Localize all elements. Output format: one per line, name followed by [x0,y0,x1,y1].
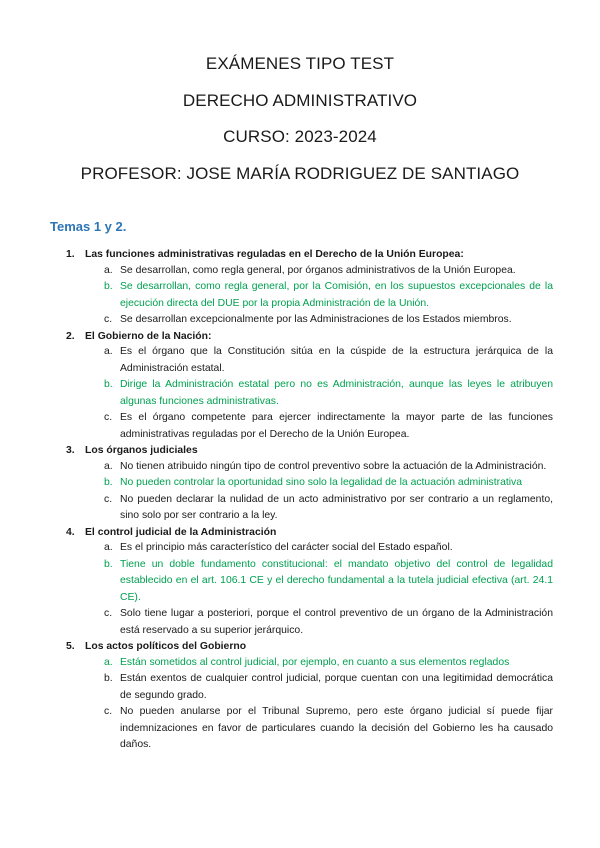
option-text: Están sometidos al control judicial, por ejemplo, en cuanto a sus elementos reglados [120,656,510,668]
question-number: 4. [66,526,75,538]
option-text: Solo tiene lugar a posteriori, porque el control preventivo de un órgano de la Administración está reservado a su superior jerárquico. [120,608,553,636]
question-3 [0,443,600,525]
question-number: 3. [66,445,75,456]
answer-option-correct [0,557,600,607]
option-text: Es el órgano que la Constitución sitúa en la cúspide de la estructura jerárquica de la Administración estatal. [120,346,553,374]
option-letter: a. [104,460,113,472]
option-text: No tienen atribuido ningún tipo de control preventivo sobre la actuación de la Administración. [120,460,547,472]
question-stem: Los órganos judiciales [85,445,198,456]
answer-option [0,671,600,704]
document-header [0,46,600,192]
option-letter: b. [104,281,113,292]
question-stem: Los actos políticos del Gobierno [85,641,247,652]
option-letter: a. [104,542,113,553]
answer-option [0,704,600,754]
option-text: Se desarrollan excepcionalmente por las Administraciones de los Estados miembros. [120,314,512,325]
question-stem: El control judicial de la Administración [85,526,277,538]
question-4 [0,525,600,640]
answer-option-correct [0,279,600,312]
option-text: No pueden declarar la nulidad de un acto administrativo por ser contrario a un reglamento, sino solo por ser contrario a la ley. [120,493,553,521]
question-stem: El Gobierno de la Nación: [85,330,212,342]
question-5 [0,639,600,754]
answer-option [0,459,600,476]
question-text [0,247,600,263]
professor-name: PROFESOR: JOSE MARÍA RODRIGUEZ DE SANTIAGO [80,163,520,183]
answer-option-correct [0,475,600,492]
option-letter: b. [104,379,113,390]
option-letter: a. [104,264,113,276]
answer-option [0,410,600,443]
option-letter: c. [104,412,113,423]
answer-option [0,312,600,329]
option-text: Se desarrollan, como regla general, por órganos administrativos de la Unión Europea. [120,264,516,276]
option-letter: c. [104,608,113,619]
question-1 [0,247,600,329]
question-number: 5. [66,641,75,652]
question-text [0,525,600,541]
question-number: 1. [66,249,75,260]
question-text [0,329,600,345]
exam-type-title: EXÁMENES TIPO TEST [205,54,395,73]
answer-option-correct [0,377,600,410]
option-letter: b. [104,673,113,684]
question-stem: Las funciones administrativas reguladas en el Derecho de la Unión Europea: [85,249,464,260]
subject-title: DERECHO ADMINISTRATIVO [182,90,418,110]
answer-option [0,606,600,639]
option-letter: c. [104,706,113,717]
option-text: No pueden anularse por el Tribunal Supremo, pero este órgano judicial sí puede fijar indemnizaciones en favor de particulares cuando la decisión del Gobierno les ha causado daños. [120,706,553,750]
answer-option [0,263,600,280]
option-letter: a. [104,656,113,668]
option-letter: a. [104,346,113,357]
option-text: Dirige la Administración estatal pero no es Administración, aunque las leyes le atribuyen algunas funciones administrativas. [120,379,553,407]
answer-option-correct [0,655,600,672]
question-2 [0,329,600,444]
answer-option [0,540,600,557]
option-text: Es el órgano competente para ejercer indirectamente la mayor parte de las funciones administrativas reguladas por el Derecho de la Unión Europea. [120,412,553,440]
section-title: Temas 1 y 2. [50,219,127,234]
question-text [0,443,600,459]
option-letter: c. [104,314,113,325]
option-text: Se desarrollan, como regla general, por la Comisión, en los supuestos excepcionales de la ejecución directa del DUE por la propia Administración de la Unión. [120,281,553,309]
option-letter: c. [104,493,113,505]
question-list [0,247,600,754]
course-year: CURSO: 2023-2024 [223,127,377,146]
option-text: Están exentos de cualquier control judicial, porque cuentan con una legitimidad democrática de segundo grado. [120,673,553,701]
answer-option [0,344,600,377]
option-text: Tiene un doble fundamento constitucional: el mandato objetivo del control de legalidad establecido en el art. 106.1 CE y el derecho fundamental a la tutela judicial efectiva (art. 24.1 CE). [120,558,553,603]
option-letter: b. [104,558,113,570]
question-number: 2. [66,330,75,342]
question-text [0,639,600,655]
answer-option [0,492,600,525]
option-text: No pueden controlar la oportunidad sino solo la legalidad de la actuación administrativa [120,477,523,488]
option-text: Es el principio más característico del carácter social del Estado español. [120,542,453,553]
option-letter: b. [104,477,113,488]
